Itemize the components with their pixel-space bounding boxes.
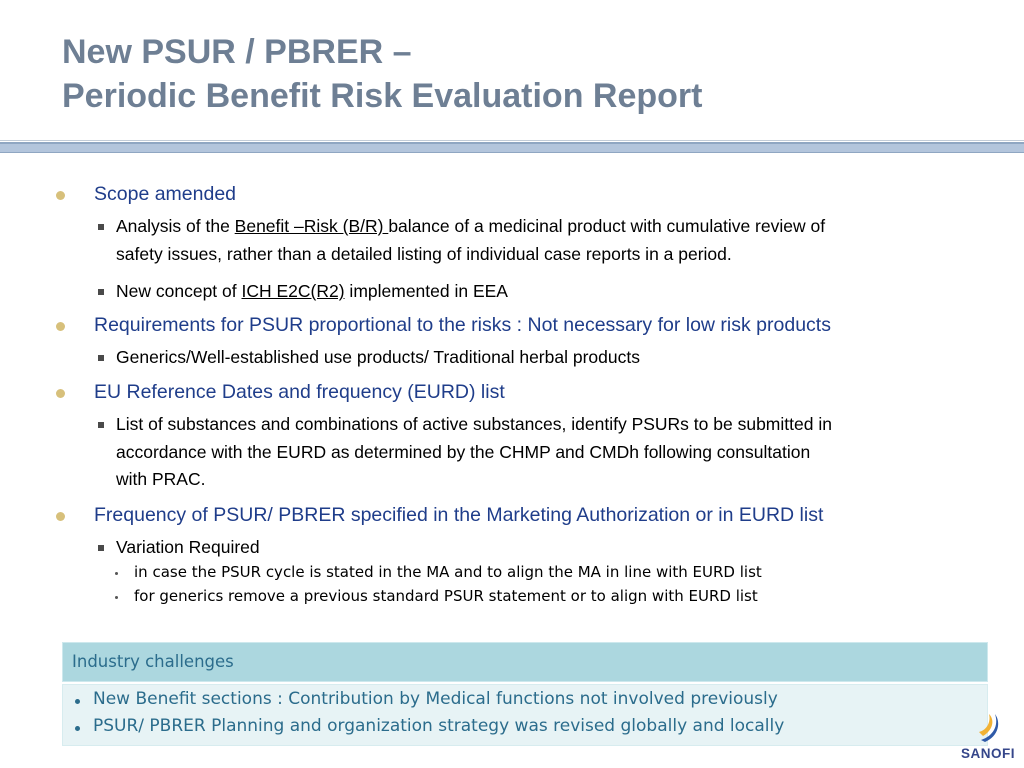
sanofi-bird-icon (977, 710, 1003, 744)
subitem-new-concept-text-cont: implemented in EEA (344, 281, 508, 301)
square-bullet (98, 422, 104, 428)
subitem-analysis (116, 213, 825, 268)
bullet-eurd-list: EU Reference Dates and frequency (EURD) list (94, 381, 505, 403)
subsub-item-generics: for generics remove a previous standard PSUR statement or to align with EURD list (134, 587, 758, 605)
ich-e2c-link[interactable]: ICH E2C(R2) (241, 281, 345, 301)
challenge-item-benefit-sections: New Benefit sections : Contribution by Medical functions not involved previously (93, 689, 778, 709)
challenge-item-planning: PSUR/ PBRER Planning and organization strategy was revised globally and locally (93, 716, 785, 736)
small-bullet (115, 572, 118, 575)
subitem-variation-required: Variation Required (116, 537, 260, 557)
bullet-dot (56, 322, 65, 331)
sanofi-wordmark: SANOFI (961, 746, 1016, 761)
square-bullet (98, 224, 104, 230)
subitem-list-line-2: accordance with the EURD as determined by the CHMP and CMDh following consultation (116, 441, 811, 462)
title-divider-bar (0, 142, 1024, 153)
subitem-list-line-1: List of substances and combinations of active substances, identify PSURs to be submitted in (116, 414, 832, 434)
bullet-dot (56, 389, 65, 398)
sanofi-logo (955, 710, 1021, 766)
challenge-bullet (75, 726, 80, 731)
square-bullet (98, 545, 104, 551)
benefit-risk-link[interactable]: Benefit –Risk (B/R) (234, 216, 389, 236)
square-bullet (98, 289, 104, 295)
bullet-scope-amended: Scope amended (94, 183, 237, 205)
subitem-analysis-text: Analysis of the (116, 216, 235, 236)
subitem-analysis-text-cont: balance of a medicinal product with cumulative review of (388, 216, 826, 236)
title-divider-thin (0, 140, 1024, 141)
square-bullet (98, 355, 104, 361)
industry-challenges-box (62, 640, 988, 746)
subsub-item-ma-cycle: in case the PSUR cycle is stated in the MA and to align the MA in line with EURD list (134, 563, 762, 581)
bullet-requirements: Requirements for PSUR proportional to the risks : Not necessary for low risk products (94, 314, 831, 336)
subitem-generics: Generics/Well-established use products/ Traditional herbal products (116, 347, 640, 367)
industry-challenges-body (62, 684, 988, 746)
bullet-dot (56, 191, 65, 200)
subitem-new-concept-text: New concept of (116, 281, 242, 301)
subitem-list-of-substances (116, 411, 832, 494)
slide-title-line-1: New PSUR / PBRER – (62, 33, 412, 71)
industry-challenges-title: Industry challenges (72, 652, 234, 671)
industry-challenges-header (62, 642, 988, 682)
subitem-analysis-line-2: safety issues, rather than a detailed listing of individual case reports in a period. (116, 243, 732, 264)
slide-title (62, 30, 702, 118)
bullet-dot (56, 512, 65, 521)
subitem-list-line-3: with PRAC. (116, 469, 206, 489)
subitem-new-concept (116, 278, 508, 306)
small-bullet (115, 596, 118, 599)
bullet-frequency: Frequency of PSUR/ PBRER specified in the Marketing Authorization or in EURD list (94, 504, 824, 526)
challenge-bullet (75, 699, 80, 704)
slide-title-line-2: Periodic Benefit Risk Evaluation Report (62, 77, 703, 115)
